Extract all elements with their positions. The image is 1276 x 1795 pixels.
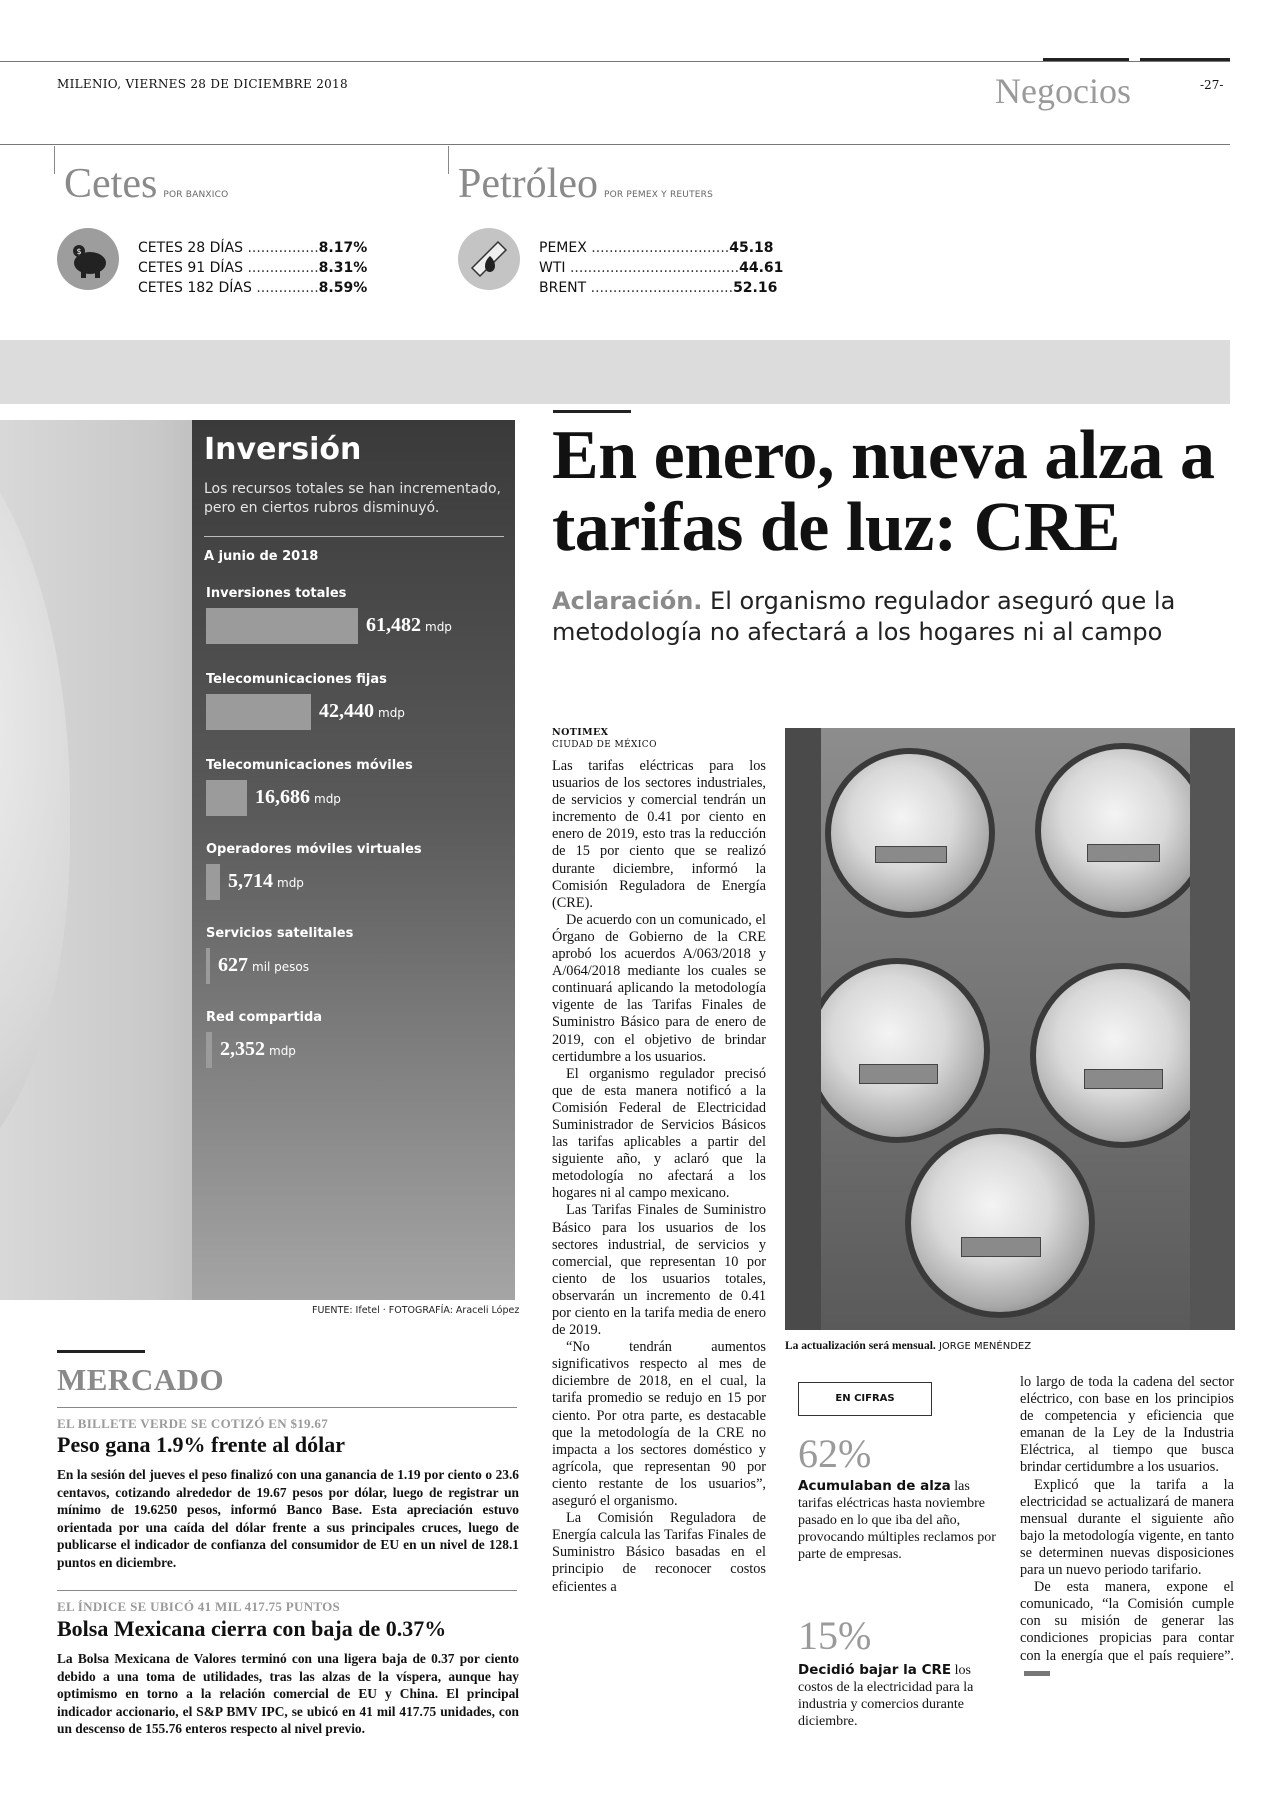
mercado-divider — [57, 1407, 517, 1408]
article-paragraph: De esta manera, expone el comunicado, “la Comisión cumple con su misión de generar las condiciones propicias para contar con la energía que el país requiere”. — [1020, 1579, 1234, 1682]
infographic-source: FUENTE: Ifetel · FOTOGRAFÍA: Araceli López — [312, 1305, 520, 1316]
inversion-item-value: 16,686 mdp — [255, 786, 341, 808]
headline-rule — [553, 410, 631, 413]
mercado-divider — [57, 1590, 517, 1591]
inversion-item-bar — [206, 780, 247, 816]
inversion-item-value: 42,440 mdp — [319, 700, 405, 722]
article-paragraph: Las tarifas eléctricas para los usuarios de los sectores industriales, de servicios y comercial tendrán un incremento de 0.41 por ciento en enero de 2019, esto tras la reducción de 15 por ciento que se realizó durante diciembre, informó la Comisión Reguladora de Energía (CRE). — [552, 758, 766, 911]
piggy-bank-icon — [57, 228, 119, 290]
cetes-row: CETES 91 DÍAS ................ 8.31% — [138, 260, 368, 276]
story-kicker: EL BILLETE VERDE SE COTIZÓ EN $19.67 — [57, 1416, 329, 1431]
article-paragraph: Explicó que la tarifa a la electricidad se actualizará de manera mensual durante el siguiente año bajo la metodología vigente, en tanto se determinen nuevas disposiciones para un nuevo periodo tarifario. — [1020, 1476, 1234, 1579]
oil-drop-icon — [458, 228, 520, 290]
mercado-title: MERCADO — [57, 1362, 225, 1397]
header-bottom-rule — [0, 144, 1230, 145]
inversion-item-value: 5,714 mdp — [228, 870, 304, 892]
caption-text: La actualización será mensual. — [785, 1340, 936, 1352]
agency: NOTIMEX — [552, 727, 609, 738]
mercado-rule — [57, 1350, 145, 1353]
inversion-item-label: Telecomunicaciones fijas — [206, 672, 387, 687]
petroleo-row: WTI ...................................... 44.61 — [539, 260, 784, 276]
en-cifras-label: EN CIFRAS — [798, 1382, 932, 1416]
article-headline: En enero, nueva alza a tarifas de luz: CRE — [552, 417, 1215, 566]
petroleo-source: POR PEMEX Y REUTERS — [603, 190, 714, 200]
story-headline: Bolsa Mexicana cierra con baja de 0.37% — [57, 1616, 447, 1641]
deck-lead: Aclaración. — [552, 587, 703, 615]
dateline: CIUDAD DE MÉXICO — [552, 740, 657, 750]
inversion-item-bar — [206, 1032, 212, 1068]
cetes-row: CETES 28 DÍAS ................ 8.17% — [138, 240, 368, 256]
ad-band — [0, 340, 1230, 404]
article-column-3 — [1020, 1374, 1234, 1774]
inversion-item-bar — [206, 948, 210, 984]
svg-text:$: $ — [76, 247, 82, 256]
inversion-item-value: 61,482 mdp — [366, 614, 452, 636]
inversion-item-bar — [206, 864, 220, 900]
article-paragraph: lo largo de toda la cadena del sector eléctrico, con base en los principios de competencia y eficiencia que emanan de la Ley de la Industria Eléctrica, al tiempo que busca brindar certidumbre a los usuarios. — [1020, 1374, 1234, 1476]
photo-caption — [785, 1338, 1031, 1352]
deck-text: El organismo regulador aseguró que la metodología no afectará a los hogares ni al campo — [552, 587, 1176, 646]
inversion-description: Los recursos totales se han incrementado, pero en ciertos rubros disminuyó. — [204, 481, 501, 516]
photo-credit: JORGE MENÉNDEZ — [935, 1341, 1032, 1352]
petroleo-row: BRENT ................................ 52.16 — [539, 280, 778, 296]
header-accent-rule — [1043, 58, 1129, 61]
article-paragraph: El organismo regulador precisó que de esta manera notificó a la Comisión Federal de Electricidad Suministrador de Servicios Básicos las tarifas aplicables a partir del siguiente año, y aclaró que la metodología no afectará a los hogares ni al campo mexicano. — [552, 1065, 766, 1202]
inversion-divider — [204, 536, 504, 537]
story-headline: Peso gana 1.9% frente al dólar — [57, 1432, 346, 1457]
article-paragraph: “No tendrán aumentos significativos respecto al mes de diciembre de 2018, en el cual, la tarifa promedio se redujo en 15 por ciento. Por otra parte, es destacable que la metodología de la CRE no impacta a los sectores doméstico y agrícola, que representan 90 por ciento restante de los usuarios”, aseguró el organismo. — [552, 1339, 766, 1510]
cifra-number: 62% — [798, 1431, 872, 1476]
petroleo-row: PEMEX ............................... 45.18 — [539, 240, 774, 256]
inversion-item-label: Red compartida — [206, 1010, 323, 1025]
header-top-rule — [0, 61, 1230, 62]
inversion-item-label: Operadores móviles virtuales — [206, 842, 422, 857]
electric-meters-photo — [785, 728, 1235, 1330]
inversion-item-label: Servicios satelitales — [206, 926, 354, 941]
inversion-item-value: 627 mil pesos — [218, 954, 310, 976]
petroleo-rows — [539, 238, 784, 298]
article-paragraph: Las Tarifas Finales de Suministro Básico para los usuarios de los sectores industrial, de servicios y comercial, que representan 10 por ciento de los usuarios totales, observarán un incremento de 0.41 por ciento en la tarifa media de enero de 2019. — [552, 1202, 766, 1339]
inversion-title: Inversión — [204, 432, 362, 467]
petroleo-tick — [448, 146, 449, 174]
inversion-date: A junio de 2018 — [204, 549, 319, 564]
header-date: MILENIO, VIERNES 28 DE DICIEMBRE 2018 — [57, 77, 348, 91]
story-kicker: EL ÍNDICE SE UBICÓ 41 MIL 417.75 PUNTOS — [57, 1599, 341, 1614]
inversion-item-bar — [206, 694, 311, 730]
article-paragraph: De acuerdo con un comunicado, el Órgano de Gobierno de la CRE aprobó los acuerdos A/063/2018 y A/064/2018 mediante los cuales se continuará aplicando la metodología vigente de las Tarifas Finales de Suministro Básico para de enero de 2019, con el objetivo de brindar certidumbre a los usuarios. — [552, 911, 766, 1065]
cetes-block — [64, 160, 228, 208]
inversion-item-value: 2,352 mdp — [220, 1038, 296, 1060]
end-mark — [1024, 1671, 1050, 1676]
page-number: -27- — [1200, 78, 1224, 92]
cetes-tick — [54, 146, 55, 174]
article-paragraph: La Comisión Reguladora de Energía calcula las Tarifas Finales de Suministro Básico basadas en el principio de reconocer costos eficientes a — [552, 1510, 766, 1595]
petroleo-block — [458, 160, 713, 208]
cifra-number: 15% — [798, 1613, 872, 1658]
inversion-item-label: Inversiones totales — [206, 586, 347, 601]
cetes-row: CETES 182 DÍAS .............. 8.59% — [138, 280, 368, 296]
petroleo-title: Petróleo — [458, 161, 598, 207]
inversion-item-bar — [206, 608, 358, 644]
header-accent-rule-2 — [1140, 58, 1230, 61]
article-column-1 — [552, 758, 766, 1773]
cetes-title: Cetes — [64, 161, 158, 207]
section-title: Negocios — [995, 71, 1131, 111]
cifra-text: Decidió bajar la CRE los costos de la electricidad para la industria y comercios durante diciembre. — [798, 1662, 974, 1729]
story-body: La Bolsa Mexicana de Valores terminó con una ligera baja de 0.37 por ciento debido a una toma de utilidades, tras las alzas de la víspera, aunque hay optimismo en torno a la relación comercial de EU y China. El principal indicador accionario, el S&P BMV IPC, se ubicó en 41 mil 417.75 unidades, con un descenso de 155.76 enteros respecto al nivel previo. — [57, 1651, 519, 1737]
cifra-text: Acumulaban de alza las tarifas eléctricas hasta noviembre pasado en lo que iba del año, provocando múltiples reclamos por parte de empresas. — [798, 1478, 996, 1562]
story-body: En la sesión del jueves el peso finalizó con una ganancia de 1.19 por ciento o 23.6 centavos, cotizando alrededor de 19.67 pesos por dólar, luego de registrar un mínimo de 19.6250 pesos, informó Banco Base. Esta apreciación estuvo orientada por una caída del dólar frente a sus principales cruces, luego de publicarse el indicador de confianza del consumidor de EU en un nivel de 128.1 puntos en diciembre. — [57, 1467, 519, 1570]
article-deck — [552, 586, 1202, 648]
inversion-item-label: Telecomunicaciones móviles — [206, 758, 413, 773]
cetes-rows — [138, 238, 368, 298]
byline — [552, 727, 657, 751]
cetes-source: POR BANXICO — [163, 190, 229, 200]
